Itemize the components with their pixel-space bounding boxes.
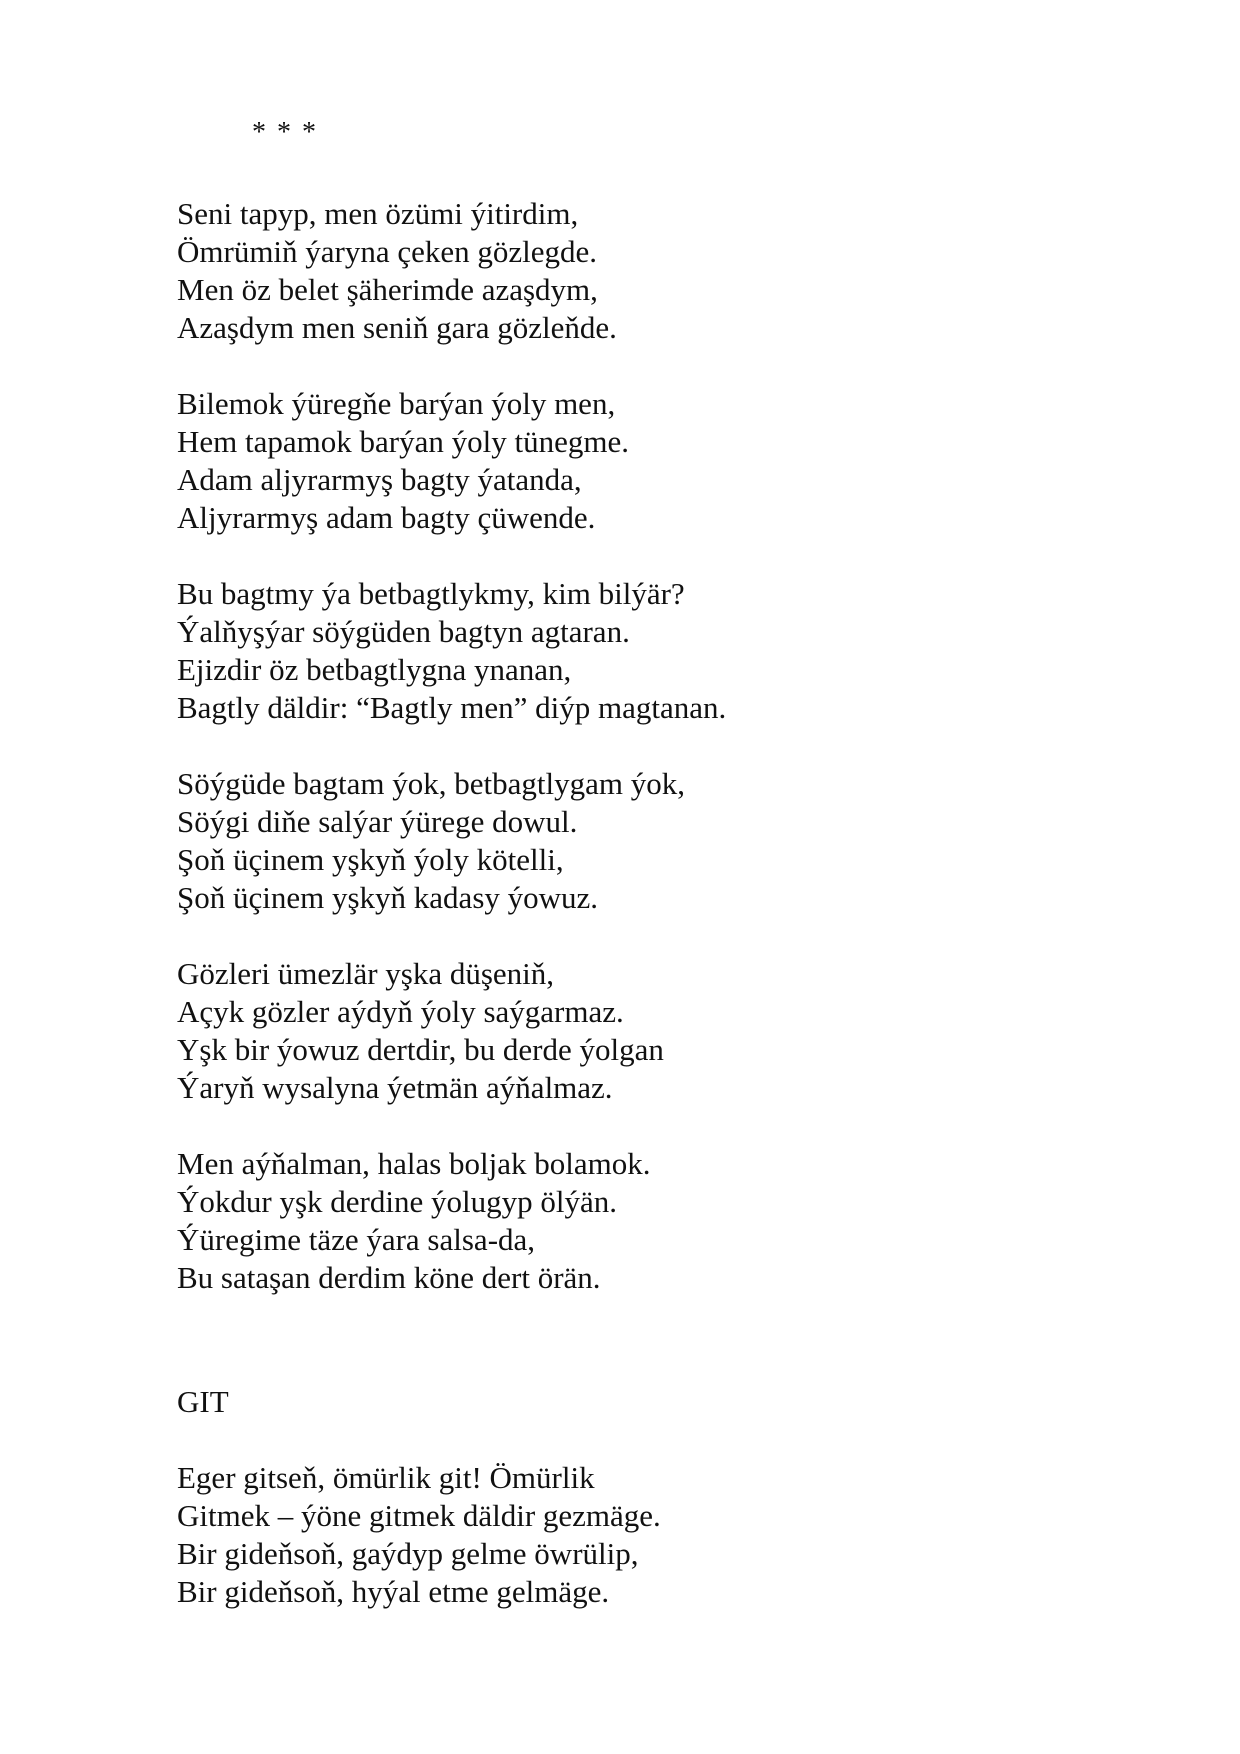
stanza-4 (177, 765, 1177, 917)
poem-line: Söýgüde bagtam ýok, betbagtlygam ýok, (177, 766, 685, 801)
poem-line: Yşk bir ýowuz dertdir, bu derde ýolgan (177, 1032, 664, 1067)
poem-line: Men öz belet şäherimde azaşdym, (177, 272, 598, 307)
poem-line: Ýaryň wysalyna ýetmän aýňalmaz. (177, 1070, 613, 1105)
stanza-6 (177, 1145, 1177, 1297)
poem-title: GIT (177, 1384, 229, 1419)
poem-line: Ýokdur yşk derdine ýolugyp ölýän. (177, 1184, 617, 1219)
poem-line: Gözleri ümezlär yşka düşeniň, (177, 956, 555, 991)
poem-line: Şoň üçinem yşkyň ýoly kötelli, (177, 842, 564, 877)
poem-git (177, 1459, 1177, 1649)
poem-line: Bu sataşan derdim köne dert örän. (177, 1260, 601, 1295)
poem-line: Hem tapamok barýan ýoly tünegme. (177, 424, 629, 459)
poem-line: Ýalňyşýar söýgüden bagtyn agtaran. (177, 614, 630, 649)
stanza-3 (177, 575, 1177, 727)
poem-line: Bir gideňsoň, gaýdyp gelme öwrülip, (177, 1536, 639, 1571)
poem-line: Açyk gözler aýdyň ýoly saýgarmaz. (177, 994, 624, 1029)
poem-line: Ýüregime täze ýara salsa-da, (177, 1222, 536, 1257)
section-separator: * * * (252, 117, 318, 148)
poem-line: Adam aljyrarmyş bagty ýatanda, (177, 462, 582, 497)
poem-line: Seni tapyp, men özümi ýitirdim, (177, 196, 579, 231)
poem-line: Bagtly däldir: “Bagtly men” diýp magtanan. (177, 690, 727, 725)
poem-line: Gitmek – ýöne gitmek däldir gezmäge. (177, 1498, 661, 1533)
poem-line: Men aýňalman, halas boljak bolamok. (177, 1146, 651, 1181)
stanza-1 (177, 195, 1177, 347)
stanza-2 (177, 385, 1177, 537)
poem-line: Ömrümiň ýaryna çeken gözlegde. (177, 234, 598, 269)
poem-line: Ejizdir öz betbagtlygna ynanan, (177, 652, 572, 687)
poem-line: Eger gitseň, ömürlik git! Ömürlik (177, 1460, 595, 1495)
poem-line: Azaşdym men seniň gara gözleňde. (177, 310, 617, 345)
poem-untitled (177, 195, 1177, 1335)
poem-line: Aljyrarmyş adam bagty çüwende. (177, 500, 596, 535)
stanza-1 (177, 1459, 1177, 1611)
poem-line: Bu bagtmy ýa betbagtlykmy, kim bilýär? (177, 576, 685, 611)
poem-line: Bilemok ýüregňe barýan ýoly men, (177, 386, 616, 421)
poem-line: Söýgi diňe salýar ýürege dowul. (177, 804, 578, 839)
poem-line: Şoň üçinem yşkyň kadasy ýowuz. (177, 880, 599, 915)
stanza-5 (177, 955, 1177, 1107)
poem-line: Bir gideňsoň, hyýal etme gelmäge. (177, 1574, 610, 1609)
